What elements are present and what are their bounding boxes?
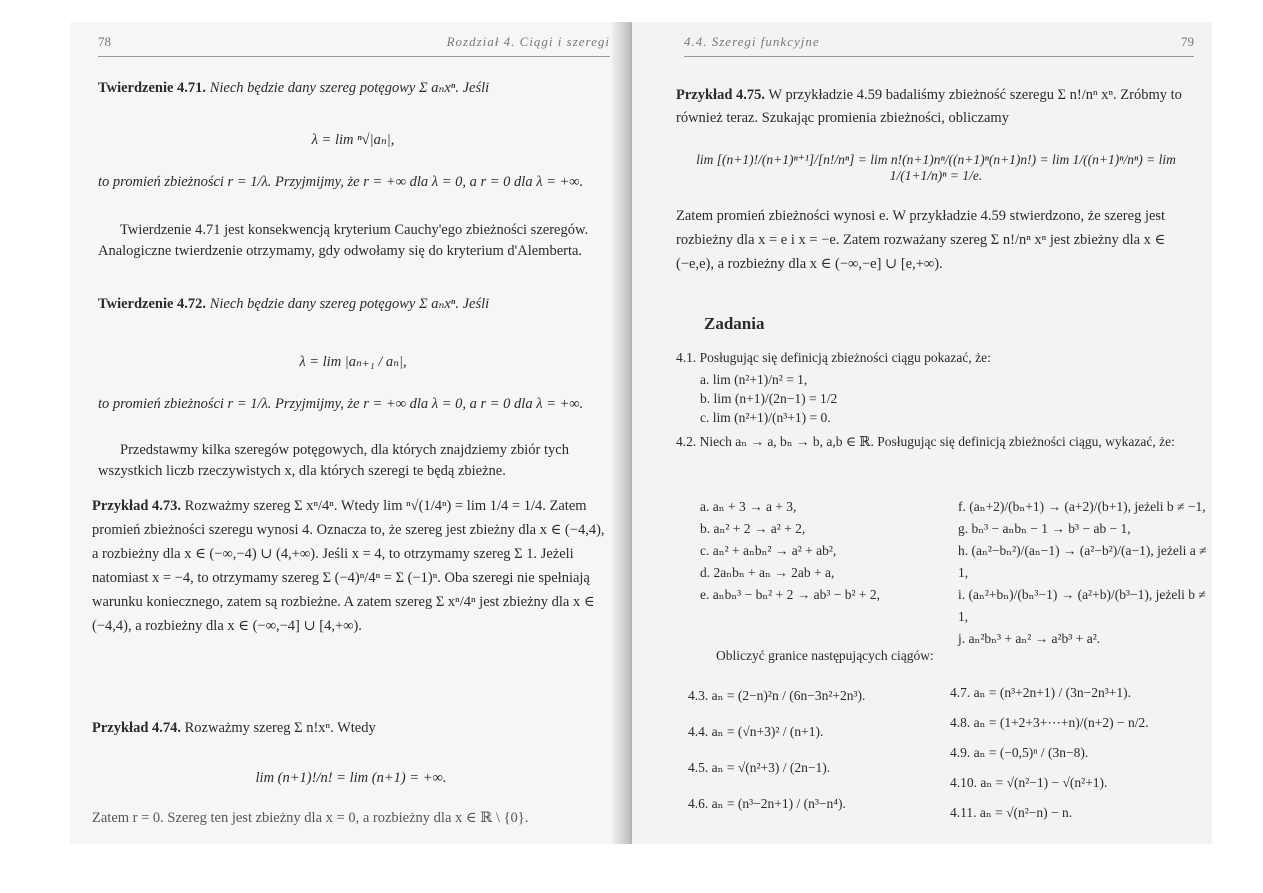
exercise-item: e. aₙbₙ³ − bₙ² + 2 → ab³ − b² + 2,	[700, 587, 881, 602]
example-text: Rozważmy szereg Σ n!xⁿ. Wtedy	[184, 720, 376, 736]
equation-4-74: lim (n+1)!/n! = lim (n+1) = +∞.	[255, 770, 447, 786]
exercise-item: c. lim (n²+1)/(n³+1) = 0.	[700, 410, 831, 425]
exercise-item: i. (aₙ²+bₙ)/(bₙ³−1) → (a²+b)/(b³−1), jeżeli b ≠ 1,	[958, 587, 1206, 624]
example-text: W przykładzie 4.59 badaliśmy zbieżność szeregu Σ n!/nⁿ xⁿ. Zróbmy to również teraz. Szukając promienia zbieżności, obliczamy	[676, 87, 1182, 126]
exercise-4-1: 4.1. Posługując się definicją zbieżności ciągu pokazać, że:	[676, 350, 991, 365]
theorem-text: Niech będzie dany szereg potęgowy Σ aₙxⁿ. Jeśli	[209, 80, 490, 96]
exercise-item: a. aₙ + 3 → a + 3,	[700, 499, 797, 514]
paragraph: Przedstawmy kilka szeregów potęgowych, dla których znajdziemy zbiór tych wszystkich liczb rzeczywistych x, dla których szeregi te będą zbieżne.	[98, 442, 569, 479]
exercise-4-2: 4.2. Niech aₙ → a, bₙ → b, a,b ∈ ℝ. Posługując się definicją zbieżności ciągu, wykazać, że:	[676, 434, 1175, 449]
limit-exercise: 4.11. aₙ = √(n²−n) − n.	[950, 805, 1073, 820]
limits-right-column	[950, 678, 1205, 828]
header-rule	[684, 56, 1194, 57]
limit-exercise: 4.10. aₙ = √(n²−1) − √(n²+1).	[950, 775, 1108, 790]
paragraph: Twierdzenie 4.71 jest konsekwencją kryterium Cauchy'ego zbieżności szeregów. Analogiczne twierdzenie otrzymamy, gdy odwołamy się do kryterium d'Alemberta.	[98, 222, 589, 259]
limit-exercise: 4.6. aₙ = (n³−2n+1) / (n³−n⁴).	[688, 796, 846, 811]
example-4-73	[92, 494, 610, 638]
example-4-75-conclusion: Zatem promień zbieżności wynosi e. W przykładzie 4.59 stwierdzono, że szereg jest rozbieżny dla x = e i x = −e. Zatem rozważany szereg Σ n!/nⁿ xⁿ jest zbieżny dla x ∈ (−e,e), a rozbieżny dla x ∈ (−∞,−e] ∪ [e,+∞).	[676, 208, 1166, 272]
page-number: 78	[98, 34, 111, 49]
exercise-4-2-left	[700, 496, 960, 606]
theorem-text: Niech będzie dany szereg potęgowy Σ aₙxⁿ. Jeśli	[209, 296, 490, 312]
exercise-item: b. aₙ² + 2 → a² + 2,	[700, 521, 806, 536]
exercise-4-1-items	[700, 370, 1000, 427]
example-label: Przykład 4.74.	[92, 720, 182, 736]
example-label: Przykład 4.75.	[676, 87, 766, 103]
theorem-label: Twierdzenie 4.71.	[98, 80, 207, 96]
limits-intro: Obliczyć granice następujących ciągów:	[716, 648, 934, 663]
exercise-item: h. (aₙ²−bₙ²)/(aₙ−1) → (a²−b²)/(a−1), jeżeli a ≠ 1,	[958, 543, 1207, 580]
limit-exercise: 4.7. aₙ = (n³+2n+1) / (3n−2n³+1).	[950, 685, 1131, 700]
limit-exercise: 4.5. aₙ = √(n²+3) / (2n−1).	[688, 760, 831, 775]
exercise-item: b. lim (n+1)/(2n−1) = 1/2	[700, 391, 838, 406]
limit-exercise: 4.3. aₙ = (2−n)²n / (6n−3n²+2n³).	[688, 688, 866, 703]
exercise-item: a. lim (n²+1)/n² = 1,	[700, 372, 808, 387]
example-label: Przykład 4.73.	[92, 498, 182, 514]
section-heading: Zadania	[704, 314, 765, 333]
header-rule	[98, 56, 610, 57]
example-4-74-conclusion: Zatem r = 0. Szereg ten jest zbieżny dla x = 0, a rozbieżny dla x ∈ ℝ \ {0}.	[92, 810, 529, 826]
example-text: Rozważmy szereg Σ xⁿ/4ⁿ. Wtedy lim ⁿ√(1/4ⁿ) = lim 1/4 = 1/4. Zatem promień zbieżności szeregu wynosi 4. Oznacza to, że szereg jest zbieżny dla x ∈ (−4,4), a rozbieżny dla x ∈ (−∞,−4) ∪ (4,+∞). Jeśli x = 4, to otrzymamy szereg Σ 1. Jeżeli natomiast x = −4, to otrzymamy szereg Σ (−4)ⁿ/4ⁿ = Σ (−1)ⁿ. Oba szeregi nie spełniają warunku koniecznego, zatem są rozbieżne. A zatem szereg Σ xⁿ/4ⁿ jest zbieżny dla x ∈ (−4,4), a rozbieżny dla x ∈ (−∞,−4] ∪ [4,+∞).	[92, 498, 605, 634]
limit-exercise: 4.8. aₙ = (1+2+3+⋯+n)/(n+2) − n/2.	[950, 715, 1149, 730]
theorem-4-71-conclusion: to promień zbieżności r = 1/λ. Przyjmijmy, że r = +∞ dla λ = 0, a r = 0 dla λ = +∞.	[98, 174, 584, 190]
limit-exercise: 4.9. aₙ = (−0,5)ⁿ / (3n−8).	[950, 745, 1089, 760]
equation-4-75: lim [(n+1)!/(n+1)ⁿ⁺¹]/[n!/nⁿ] = lim n!(n+1)nⁿ/((n+1)ⁿ(n+1)n!) = lim 1/((n+1)ⁿ/nⁿ) = lim 1/(1+1/n)ⁿ = 1/e.	[696, 152, 1176, 183]
example-4-75	[676, 84, 1194, 130]
running-head-text: 4.4. Szeregi funkcyjne	[684, 34, 820, 49]
theorem-4-72-conclusion: to promień zbieżności r = 1/λ. Przyjmijmy, że r = +∞ dla λ = 0, a r = 0 dla λ = +∞.	[98, 396, 584, 412]
equation-4-71: λ = lim ⁿ√|aₙ|,	[311, 132, 395, 148]
theorem-4-71	[98, 78, 608, 99]
limit-exercise: 4.4. aₙ = (√n+3)² / (n+1).	[688, 724, 824, 739]
equation-4-72: λ = lim |aₙ₊₁ / aₙ|,	[299, 354, 407, 370]
exercise-item: f. (aₙ+2)/(bₙ+1) → (a+2)/(b+1), jeżeli b ≠ −1,	[958, 499, 1206, 514]
theorem-4-72	[98, 294, 608, 315]
exercise-item: g. bₙ³ − aₙbₙ − 1 → b³ − ab − 1,	[958, 521, 1131, 536]
theorem-label: Twierdzenie 4.72.	[98, 296, 207, 312]
exercise-item: d. 2aₙbₙ + aₙ → 2ab + a,	[700, 565, 835, 580]
page-number: 79	[1181, 34, 1194, 49]
exercise-item: j. aₙ²bₙ³ + aₙ² → a²b³ + a².	[958, 631, 1101, 646]
running-head	[684, 34, 820, 50]
exercise-item: c. aₙ² + aₙbₙ² → a² + ab²,	[700, 543, 837, 558]
running-head-text: Rozdział 4. Ciągi i szeregi	[446, 34, 610, 49]
example-4-74	[92, 718, 610, 739]
exercise-4-2-right	[958, 496, 1208, 650]
running-head	[447, 34, 610, 50]
right-page	[632, 22, 1212, 844]
limits-left-column	[688, 678, 948, 822]
left-page	[70, 22, 630, 844]
